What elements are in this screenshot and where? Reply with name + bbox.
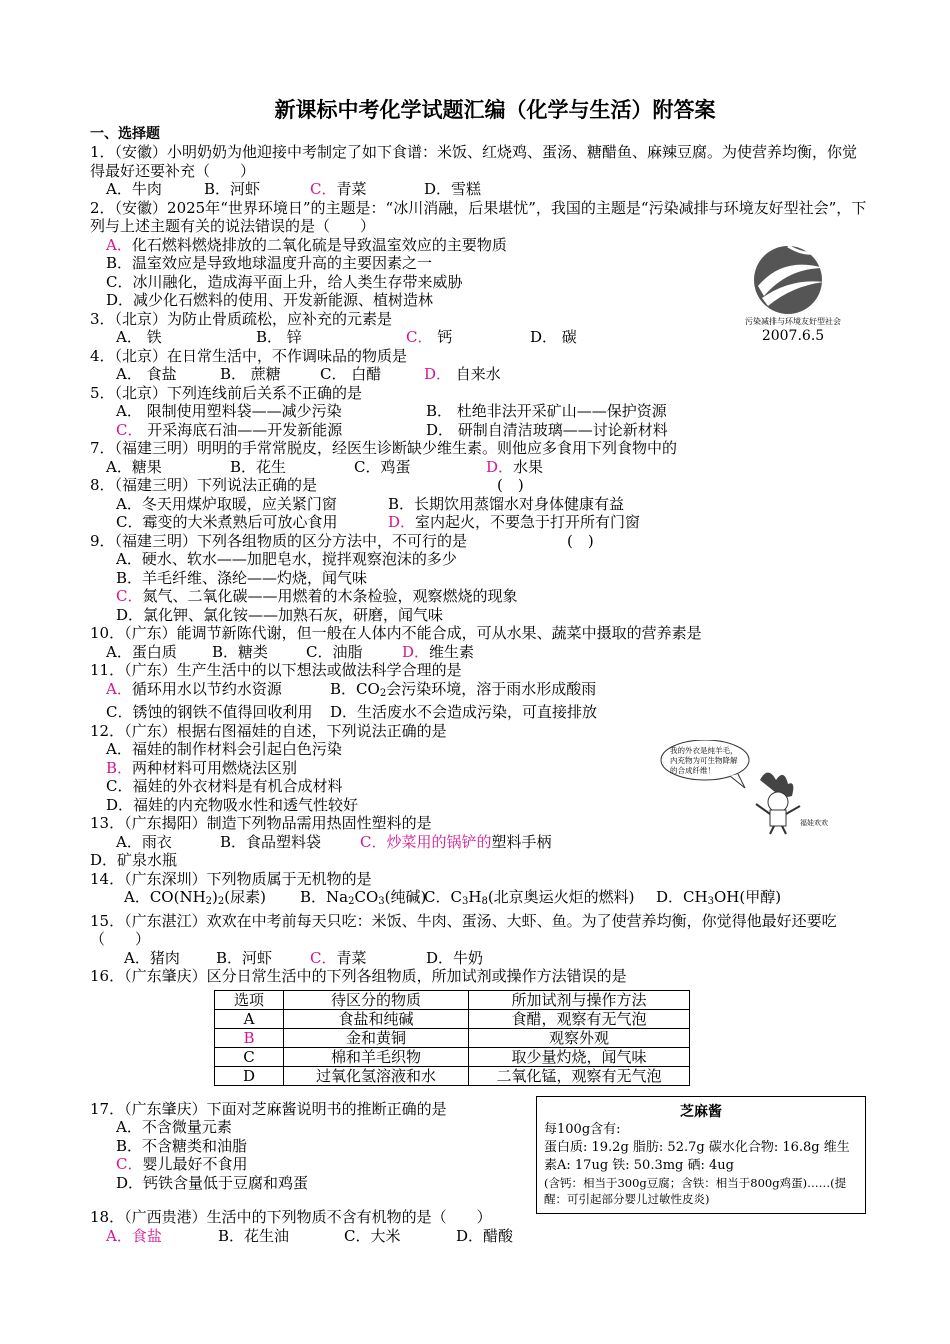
option-d-letter: D． [388, 513, 416, 531]
option-a-formula: A．CO(NH [124, 888, 206, 906]
fuwa-bubble-line-3: 的合成纤维！ [670, 766, 715, 775]
subscript: 3 [461, 896, 469, 907]
table-row [215, 1066, 690, 1085]
question-3-options [90, 328, 870, 347]
table-header-method: 所加试剂与操作方法 [469, 990, 690, 1009]
table-cell: 取少量灼烧，闻气味 [469, 1047, 690, 1066]
sesame-paste-label-box [536, 1096, 866, 1214]
option-d-text: 水果 [513, 457, 544, 476]
option-b: B．温室效应是导致地球温度升高的主要因素之一 [106, 254, 433, 272]
option-c-text: 青菜 [336, 180, 367, 198]
question-15: 15．（广东湛江）欢欢在中考前每天只吃：米饭、牛肉、蛋汤、大虾、鱼。为了使营养均衡，你觉得他最好还要吃（ ） [90, 911, 837, 948]
option-a: A．冬天用煤炉取暖，应关紧门窗 [116, 494, 337, 513]
option-b: B．河虾 [204, 180, 261, 198]
option-a: A． 限制使用塑料袋——减少污染 [116, 402, 342, 420]
fuwa-bubble-line-1: 我的外衣是纯羊毛， [670, 746, 738, 755]
option-b: B．糖类 [212, 642, 269, 661]
subscript: 2 [348, 896, 355, 907]
table-cell: 食醋，观察有无气泡 [469, 1009, 690, 1028]
option-b-formula: B．CO [330, 679, 380, 698]
question-7: 7．（福建三明）明明的手常常脱皮，经医生诊断缺少维生素。则他应多食用下列食物中的 [90, 439, 678, 457]
table-cell: 过氧化氢溶液和水 [284, 1066, 469, 1085]
option-b: B．不含糖类和油脂 [116, 1136, 248, 1155]
option-b-text: 会污染环境，溶于雨水形成酸雨 [386, 679, 597, 698]
option-c: C． 白醋 [320, 365, 382, 383]
option-d: D． 研制自清洁玻璃——讨论新材料 [426, 420, 668, 439]
subscript: 3 [707, 896, 714, 907]
formula-part: H [468, 888, 482, 906]
option-a: A．雨衣 [116, 832, 172, 851]
option-a-letter: A． [106, 679, 132, 698]
option-d-text: 室内起火，不要急于打开所有门窗 [415, 513, 641, 531]
option-a: A．牛肉 [106, 180, 162, 198]
option-c: C．锈蚀的钢铁不值得回收利用 [106, 703, 313, 721]
question-16: 16．（广东肇庆）区分日常生活中的下列各组物质，所加试剂或操作方法错误的是 [90, 967, 627, 985]
box-line-3: (含钙：相当于300g豆腐；含铁：相当于800g鸡蛋)……(提醒：可引起部分婴儿过敏性皮炎) [544, 1176, 847, 1206]
table-cell: 棉和羊毛织物 [284, 1047, 469, 1066]
question-18-options [90, 1227, 870, 1246]
option-a: A．食盐 [106, 1226, 162, 1245]
option-d-text: 维生素 [429, 642, 475, 661]
question-12: 12．（广东）根据右图福娃的自述，下列说法正确的是 [90, 721, 447, 740]
option-b-name: (纯碱) [384, 888, 427, 906]
option-c-text: 青菜 [336, 948, 367, 967]
subscript: 2 [217, 896, 225, 907]
question-2: 2．（安徽）2025年“世界环境日”的主题是：“冰川消融，后果堪忧”，我国的主题是“污染减排与环境友好型社会”，下列与上述主题有关的说法错误的是（ ） [90, 198, 867, 235]
question-7-options [90, 458, 870, 477]
option-a: A．蛋白质 [106, 642, 177, 661]
option-c: C．大米 [344, 1226, 401, 1245]
option-a-name: (尿素) [224, 888, 266, 906]
question-4-options [90, 365, 870, 384]
box-line-2: 蛋白质: 19.2g 脂肪: 52.7g 碳水化合物: 16.8g 维生素A: 17ug 铁: 50.3mg 硒: 4ug [544, 1140, 850, 1173]
option-d: D．生活废水不会造成污染，可直接排放 [330, 703, 598, 721]
option-d: D．醋酸 [456, 1226, 514, 1245]
question-8-options [90, 495, 870, 532]
table-row [215, 1028, 690, 1047]
option-b-letter: B． [106, 758, 133, 777]
option-a-text: 循环用水以节约水资源 [131, 679, 282, 698]
page-title: 新课标中考化学试题汇编（化学与生活）附答案 [274, 98, 716, 122]
question-9-options [90, 550, 870, 624]
option-b-formula: B．Na [300, 888, 349, 906]
option-b: B．长期饮用蒸馏水对身体健康有益 [388, 494, 625, 513]
table-cell: A [215, 1009, 284, 1028]
option-c: C．油脂 [306, 642, 363, 661]
option-d: D． 碳 [530, 328, 577, 346]
question-2-options [90, 236, 870, 310]
option-c-letter: C． [116, 420, 143, 439]
option-d: D．矿泉水瓶 [90, 851, 178, 869]
subscript: 2 [379, 687, 387, 699]
option-c-text: 婴儿最好不食用 [142, 1155, 248, 1173]
table-header-option: 选项 [215, 990, 284, 1009]
option-a: A．福娃的制作材料会引起白色污染 [106, 740, 342, 758]
table-cell: 食盐和纯碱 [284, 1009, 469, 1028]
question-18: 18．（广西贵港）生活中的下列物质不含有机物的是（ ） [90, 1208, 492, 1226]
question-10-options [90, 643, 870, 662]
option-a: A． 铁 [116, 328, 162, 346]
option-c-formula: C．C [424, 888, 462, 906]
option-b-text: 两种材料可用燃烧法区别 [132, 758, 298, 777]
option-b: B． 锌 [256, 328, 302, 346]
question-13: 13．（广东揭阳）制造下列物品需用热固性塑料的是 [90, 814, 432, 832]
answer-blank: ( ) [497, 476, 524, 494]
formula-part: ) [212, 888, 218, 906]
option-d: D．减少化石燃料的使用、开发新能源、植树造林 [106, 291, 434, 309]
question-12-options [90, 740, 870, 814]
formula-part: CO [354, 888, 379, 906]
option-a: A． 食盐 [116, 365, 177, 383]
box-line-1: 每100g含有: [544, 1122, 621, 1137]
option-a-text: 化石燃料燃烧排放的二氧化硫是导致温室效应的主要物质 [131, 235, 507, 254]
option-c: C．霉变的大米煮熟后可放心食用 [116, 513, 338, 531]
logo-caption: 污染减排与环境友好型社会 [745, 317, 841, 326]
question-5-options [90, 402, 870, 439]
option-d: D．福娃的内充物吸水性和透气性较好 [106, 795, 359, 814]
question-15-options [90, 949, 870, 968]
table-cell: C [215, 1047, 284, 1066]
question-14: 14．（广东深圳）下列物质属于无机物的是 [90, 869, 372, 888]
section-heading: 一、选择题 [90, 126, 160, 142]
question-16-table [214, 990, 690, 1086]
option-c-letter: C． [406, 328, 433, 346]
question-10: 10．（广东）能调节新陈代谢，但一般在人体内不能合成，可从水果、蔬菜中摄取的营养素是 [90, 624, 702, 642]
table-cell: 观察外观 [469, 1028, 690, 1047]
question-8: 8．（福建三明）下列说法正确的是 [90, 476, 318, 494]
answer-blank: ( ) [567, 531, 594, 550]
option-c-letter: C． [116, 587, 143, 605]
option-b: B． 蔗糖 [220, 365, 281, 383]
option-b: B．食品塑料袋 [220, 832, 322, 851]
option-a: A．糖果 [106, 457, 162, 476]
option-d-letter: D． [402, 642, 430, 661]
option-c: C．鸡蛋 [354, 457, 411, 476]
question-14-options [90, 888, 870, 912]
table-row [215, 1009, 690, 1028]
question-11: 11．（广东）生产生活中的以下想法或做法科学合理的是 [90, 661, 462, 679]
question-13-options [90, 833, 870, 852]
option-a: A．硬水、软水——加肥皂水，搅拌观察泡沫的多少 [116, 550, 457, 568]
box-title: 芝麻酱 [680, 1104, 722, 1120]
option-a-letter: A． [106, 235, 132, 254]
option-b: B．花生 [230, 457, 287, 476]
option-b: B．花生油 [218, 1226, 290, 1245]
option-c-text: 开采海底石油——开发新能源 [142, 420, 343, 439]
option-d-formula: D．CH [656, 888, 708, 906]
question-5: 5．（北京）下列连线前后关系不正确的是 [90, 383, 363, 402]
option-d-text: 自来水 [451, 365, 501, 383]
question-17: 17．（广东肇庆）下面对芝麻酱说明书的推断正确的是 [90, 1099, 447, 1118]
question-4: 4．（北京）在日常生活中，不作调味品的物质是 [90, 346, 408, 365]
option-d-letter: D． [424, 365, 452, 383]
subscript: 2 [205, 896, 213, 907]
option-b: B．羊毛纤维、涤纶——灼烧，闻气味 [116, 568, 368, 587]
fuwa-bubble-line-2: 内充物为可生物降解 [670, 756, 738, 765]
option-c-letter: C． [310, 948, 337, 967]
question-3: 3．（北京）为防止骨质疏松，应补充的元素是 [90, 309, 393, 328]
table-row [215, 1047, 690, 1066]
option-a: A．猪肉 [124, 948, 180, 967]
option-d-name: OH(甲醇) [713, 888, 782, 906]
subscript: 3 [378, 896, 385, 907]
option-c-text: 钙 [432, 328, 453, 346]
option-d: D．钙铁含量低于豆腐和鸡蛋 [116, 1173, 309, 1192]
table-cell: D [215, 1066, 284, 1085]
document-page [90, 95, 870, 1245]
table-header-substances: 待区分的物质 [284, 990, 469, 1009]
table-cell: B [215, 1028, 284, 1047]
option-c-letter: C． [360, 832, 387, 851]
option-c-text: 炒菜用的锅铲的 [386, 832, 492, 851]
option-b: B． 杜绝非法开采矿山——保护资源 [426, 402, 667, 420]
question-1: 1．（安徽）小明奶奶为他迎接中考制定了如下食谱：米饭、红烧鸡、蛋汤、糖醋鱼、麻辣豆腐。为使营养均衡，你觉得最好还要补充（ ） [90, 143, 858, 180]
option-d: D．牛奶 [426, 948, 484, 967]
option-d: D．雪糕 [424, 180, 482, 198]
option-c-name: (北京奥运火炬的燃料) [487, 888, 635, 906]
fuwa-label: 福娃欢欢 [800, 819, 828, 827]
option-c-letter: C． [116, 1155, 143, 1173]
option-b: B．河虾 [216, 948, 273, 967]
table-cell: 二氧化锰，观察有无气泡 [469, 1066, 690, 1085]
option-d-letter: D． [486, 457, 514, 476]
logo-date: 2007.6.5 [761, 328, 825, 344]
question-9: 9．（福建三明）下列各组物质的区分方法中，不可行的是 [90, 531, 468, 550]
question-11-options [90, 680, 870, 722]
question-1-options [90, 180, 870, 199]
table-cell: 金和黄铜 [284, 1028, 469, 1047]
option-c-text: 氮气、二氧化碳——用燃着的木条检验，观察燃烧的现象 [142, 587, 518, 605]
subscript: 8 [481, 896, 488, 907]
option-c-text-rest: 塑料手柄 [491, 832, 552, 851]
option-d: D．氯化钾、氯化铵——加熟石灰，研磨，闻气味 [116, 605, 444, 624]
option-c-letter: C． [310, 180, 337, 198]
option-c: C．冰川融化，造成海平面上升，给人类生存带来威胁 [106, 272, 463, 291]
option-c: C．福娃的外衣材料是有机合成材料 [106, 777, 343, 795]
option-a: A．不含微量元素 [116, 1118, 232, 1136]
